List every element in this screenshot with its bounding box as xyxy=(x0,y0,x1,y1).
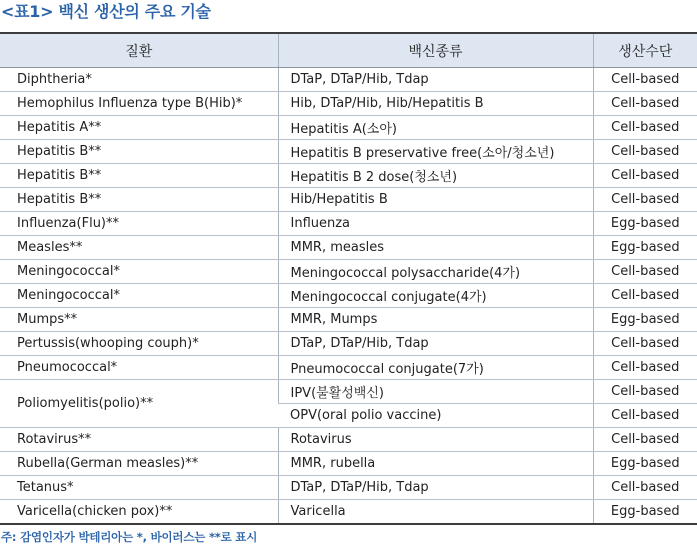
vaccine-cell: Hepatitis A(소아) xyxy=(278,116,593,140)
vaccine-cell: DTaP, DTaP/Hib, Tdap xyxy=(278,476,593,500)
vaccine-cell: Meningococcal polysaccharide(4가) xyxy=(278,260,593,284)
method-cell: Cell-based xyxy=(593,284,697,308)
table-row xyxy=(0,260,697,284)
disease-cell: Rubella(German measles)** xyxy=(0,452,278,476)
table-row xyxy=(0,356,697,380)
method-cell: Cell-based xyxy=(593,428,697,452)
table-title: <표1> 백신 생산의 주요 기술 xyxy=(1,2,211,21)
vaccine-cell: IPV(불활성백신) xyxy=(278,380,593,404)
footnote: 주: 감염인자가 박테리아는 *, 바이러스는 **로 표시 xyxy=(1,530,258,544)
vaccine-cell: Hib, DTaP/Hib, Hib/Hepatitis B xyxy=(278,92,593,116)
disease-cell: Meningococcal* xyxy=(0,260,278,284)
method-cell: Cell-based xyxy=(593,116,697,140)
table-row xyxy=(0,428,697,452)
vaccine-cell: Pneumococcal conjugate(7가) xyxy=(278,356,593,380)
disease-cell: Varicella(chicken pox)** xyxy=(0,500,278,525)
table-row xyxy=(0,68,697,92)
header-disease: 질환 xyxy=(0,33,278,68)
method-cell: Cell-based xyxy=(593,380,697,404)
vaccine-cell: DTaP, DTaP/Hib, Tdap xyxy=(278,332,593,356)
table-row xyxy=(0,140,697,164)
table-row xyxy=(0,332,697,356)
vaccine-cell: Rotavirus xyxy=(278,428,593,452)
method-cell: Cell-based xyxy=(593,332,697,356)
vaccine-cell: Varicella xyxy=(278,500,593,525)
disease-cell: Hepatitis B** xyxy=(0,164,278,188)
vaccine-cell: Hepatitis B 2 dose(청소년) xyxy=(278,164,593,188)
table-row xyxy=(0,188,697,212)
disease-cell: Pneumococcal* xyxy=(0,356,278,380)
method-cell: Cell-based xyxy=(593,68,697,92)
disease-cell: Meningococcal* xyxy=(0,284,278,308)
method-cell: Egg-based xyxy=(593,212,697,236)
vaccine-table xyxy=(0,32,697,525)
method-cell: Egg-based xyxy=(593,500,697,525)
vaccine-cell: DTaP, DTaP/Hib, Tdap xyxy=(278,68,593,92)
method-cell: Cell-based xyxy=(593,356,697,380)
vaccine-cell: OPV(oral polio vaccine) xyxy=(278,404,593,428)
method-cell: Cell-based xyxy=(593,404,697,428)
table-row xyxy=(0,284,697,308)
disease-cell: Pertussis(whooping couph)* xyxy=(0,332,278,356)
method-cell: Egg-based xyxy=(593,452,697,476)
table-row xyxy=(0,308,697,332)
method-cell: Egg-based xyxy=(593,308,697,332)
disease-cell: Rotavirus** xyxy=(0,428,278,452)
table-row xyxy=(0,116,697,140)
disease-cell: Measles** xyxy=(0,236,278,260)
vaccine-cell: Influenza xyxy=(278,212,593,236)
vaccine-cell: MMR, rubella xyxy=(278,452,593,476)
table-row xyxy=(0,164,697,188)
disease-cell: Hemophilus Influenza type B(Hib)* xyxy=(0,92,278,116)
disease-cell: Influenza(Flu)** xyxy=(0,212,278,236)
method-cell: Egg-based xyxy=(593,236,697,260)
disease-cell: Hepatitis B** xyxy=(0,140,278,164)
vaccine-cell: Hepatitis B preservative free(소아/청소년) xyxy=(278,140,593,164)
disease-cell: Mumps** xyxy=(0,308,278,332)
header-vaccine-type: 백신종류 xyxy=(278,33,593,68)
vaccine-cell: MMR, measles xyxy=(278,236,593,260)
table-row xyxy=(0,476,697,500)
table-row xyxy=(0,212,697,236)
table-row xyxy=(0,92,697,116)
disease-cell: Hepatitis A** xyxy=(0,116,278,140)
method-cell: Cell-based xyxy=(593,164,697,188)
vaccine-cell: Hib/Hepatitis B xyxy=(278,188,593,212)
method-cell: Cell-based xyxy=(593,476,697,500)
disease-cell: Diphtheria* xyxy=(0,68,278,92)
disease-cell: Tetanus* xyxy=(0,476,278,500)
table-row xyxy=(0,500,697,525)
disease-cell: Hepatitis B** xyxy=(0,188,278,212)
method-cell: Cell-based xyxy=(593,140,697,164)
disease-cell: Poliomyelitis(polio)** xyxy=(0,380,278,428)
vaccine-cell: Meningococcal conjugate(4가) xyxy=(278,284,593,308)
header-production-method: 생산수단 xyxy=(593,33,697,68)
table-row xyxy=(0,380,697,404)
method-cell: Cell-based xyxy=(593,188,697,212)
method-cell: Cell-based xyxy=(593,260,697,284)
table-row xyxy=(0,452,697,476)
vaccine-cell: MMR, Mumps xyxy=(278,308,593,332)
table-header-row xyxy=(0,33,697,68)
table-row xyxy=(0,236,697,260)
method-cell: Cell-based xyxy=(593,92,697,116)
